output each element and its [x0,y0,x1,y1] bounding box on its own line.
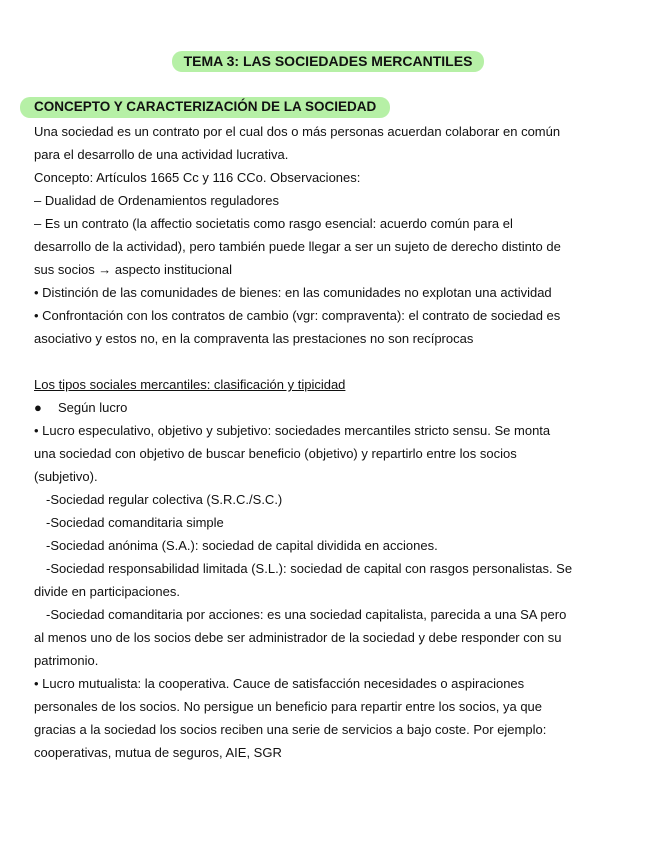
paragraph-line: Concepto: Artículos 1665 Cc y 116 CCo. Observaciones: [34,170,361,185]
list-item: -Sociedad comanditaria por acciones: es una sociedad capitalista, parecida a una SA pero [46,607,567,622]
bullet-item-segun-lucro [34,396,624,419]
paragraph-line: asociativo y estos no, en la compraventa las prestaciones no son recíprocas [34,331,474,346]
list-item: • Lucro especulativo, objetivo y subjetivo: sociedades mercantiles stricto sensu. Se monta [34,423,551,438]
list-item: – Dualidad de Ordenamientos reguladores [34,193,279,208]
bullet-dot-icon: ● [34,400,42,415]
page-title: TEMA 3: LAS SOCIEDADES MERCANTILES [172,51,485,72]
list-item: • Confrontación con los contratos de cambio (vgr: compraventa): el contrato de sociedad es [34,308,561,323]
section-heading-tipos: Los tipos sociales mercantiles: clasificación y tipicidad [34,377,346,392]
paragraph-line: gracias a la sociedad los socios reciben una serie de servicios a bajo coste. Por ejemplo: [34,722,547,737]
list-item: – Es un contrato (la affectio societatis como rasgo esencial: acuerdo común para el [34,216,513,231]
list-item: -Sociedad regular colectiva (S.R.C./S.C.) [46,492,283,507]
paragraph-line: cooperativas, mutua de seguros, AIE, SGR [34,745,282,760]
paragraph-line: al menos uno de los socios debe ser administrador de la sociedad y debe responder con su [34,630,562,645]
list-item: -Sociedad responsabilidad limitada (S.L.): sociedad de capital con rasgos personalistas. Se [46,561,573,576]
document-body [34,120,624,764]
list-item: -Sociedad comanditaria simple [46,515,224,530]
spacer [34,350,624,373]
paragraph-line: para el desarrollo de una actividad lucrativa. [34,147,289,162]
paragraph-line: patrimonio. [34,653,99,668]
list-item: • Distinción de las comunidades de bienes: en las comunidades no explotan una actividad [34,285,552,300]
paragraph-line: desarrollo de la actividad), pero también puede llegar a ser un sujeto de derecho distinto de [34,239,561,254]
bullet-label: Según lucro [58,400,128,415]
list-item: • Lucro mutualista: la cooperativa. Cauce de satisfacción necesidades o aspiraciones [34,676,525,691]
paragraph-line: una sociedad con objetivo de buscar beneficio (objetivo) y repartirlo entre los socios [34,446,517,461]
paragraph-line: divide en participaciones. [34,584,180,599]
paragraph-line: sus socios → aspecto institucional [34,262,232,277]
list-item: -Sociedad anónima (S.A.): sociedad de capital dividida en acciones. [46,538,438,553]
paragraph-line: (subjetivo). [34,469,98,484]
title-row [0,51,656,72]
paragraph-line: personales de los socios. No persigue un beneficio para repartir entre los socios, ya que [34,699,543,714]
paragraph-line: Una sociedad es un contrato por el cual dos o más personas acuerdan colaborar en común [34,124,561,139]
section-heading-concepto: CONCEPTO Y CARACTERIZACIÓN DE LA SOCIEDAD [20,97,390,118]
